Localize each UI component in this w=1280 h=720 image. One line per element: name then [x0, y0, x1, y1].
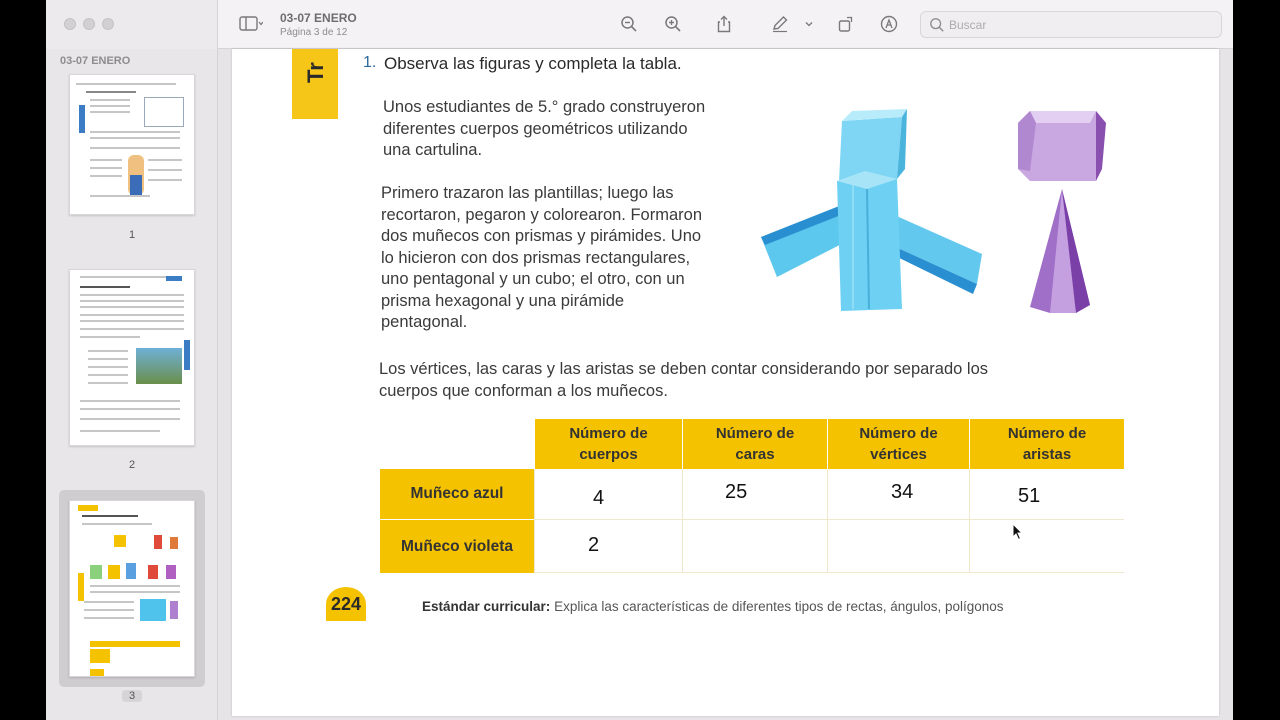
markup-menu-button[interactable] [802, 13, 816, 35]
header-edges [970, 419, 1124, 469]
footer-text: Explica las características de diferentes tipos de rectas, ángulos, polígonos [554, 599, 1004, 614]
paragraph-line: una cartulina. [383, 141, 483, 159]
header-line: Número de [569, 425, 648, 442]
header-line: Número de [859, 425, 938, 442]
paragraph-line: pentagonal. [381, 313, 468, 331]
rotate-button[interactable] [835, 13, 857, 35]
blue-doll-figure [757, 109, 987, 314]
page-thumbnail-label-1: 1 [128, 229, 136, 241]
row-label-violet-doll: Muñeco violeta [380, 520, 534, 573]
share-button[interactable] [713, 13, 735, 35]
mouse-cursor-icon [1012, 523, 1024, 541]
row-label-blue-doll: Muñeco azul [380, 469, 534, 519]
document-viewport[interactable] [218, 49, 1233, 720]
paragraph-line: dos muñecos con prismas y pirámides. Uno [381, 227, 702, 245]
document-page [232, 49, 1219, 716]
paragraph-line: uno pentagonal y un cubo; el otro, con un [381, 270, 685, 288]
paragraph-line: Los vértices, las caras y las aristas se deben contar considerando por separado los [379, 360, 988, 378]
table-cell[interactable] [534, 469, 682, 520]
paragraph-line: prisma hexagonal y una pirámide [381, 291, 625, 310]
zoom-out-button[interactable] [618, 13, 640, 35]
paragraph-line: lo hicieron con dos prismas rectangulares, [381, 248, 691, 267]
document-title: 03-07 ENERO [280, 11, 357, 25]
paragraph-line: diferentes cuerpos geométricos utilizando [383, 119, 688, 138]
cell-value-blue-edges: 51 [1018, 485, 1041, 507]
table-cell[interactable] [534, 520, 682, 573]
close-window-button[interactable] [64, 18, 76, 30]
search-icon [929, 17, 945, 33]
exercise-number: 1. [363, 54, 377, 71]
markup-circle-icon [880, 15, 898, 33]
violet-doll-figure [1010, 109, 1110, 314]
search-input[interactable] [949, 16, 1209, 34]
minimize-window-button[interactable] [83, 18, 95, 30]
table-cell[interactable] [969, 520, 1124, 573]
toolbar [46, 0, 1233, 49]
sidebar-title: 03-07 ENERO [60, 55, 131, 67]
table-cell[interactable] [682, 469, 827, 520]
curriculum-standard [422, 599, 1004, 614]
section-tab [292, 49, 338, 119]
table-cell[interactable] [827, 520, 969, 573]
page-thumbnail-label-3: 3 [122, 690, 142, 702]
share-icon [715, 15, 733, 33]
footer-label: Estándar curricular: [422, 599, 551, 614]
sidebar-icon [239, 15, 263, 33]
paragraph-counting-note [379, 359, 988, 402]
table-cell[interactable] [682, 520, 827, 573]
paragraph-line: Unos estudiantes de 5.° grado construyeron [383, 98, 706, 116]
page-thumbnail-3[interactable] [69, 500, 195, 677]
printed-page-number: 224 [326, 587, 366, 621]
paragraph-intro [383, 97, 705, 162]
document-page-indicator: Página 3 de 12 [280, 27, 348, 38]
cell-value-blue-bodies: 4 [593, 487, 605, 509]
page-thumbnail-2[interactable] [69, 269, 195, 446]
paragraph-line: cuerpos que conforman a los muñecos. [379, 381, 668, 400]
header-line: aristas [1022, 446, 1072, 463]
preview-window [46, 0, 1233, 720]
data-table [380, 419, 1124, 573]
header-line: caras [735, 446, 775, 463]
paragraph-line: Primero trazaron las plantillas; luego las [381, 184, 674, 202]
paragraph-construction [381, 183, 702, 334]
search-field[interactable] [920, 11, 1222, 38]
table-cell[interactable] [969, 469, 1124, 520]
annotate-button[interactable] [878, 13, 900, 35]
rotate-icon [837, 15, 855, 33]
cell-value-blue-faces: 25 [725, 481, 748, 503]
zoom-in-button[interactable] [662, 13, 684, 35]
page-thumbnail-label-2: 2 [128, 459, 136, 471]
header-vertices [828, 419, 969, 469]
header-line: vértices [870, 446, 927, 463]
paragraph-line: recortaron, pegaron y colorearon. Formaron [381, 205, 702, 224]
page-thumbnail-1[interactable] [69, 74, 195, 215]
pencil-icon [771, 15, 789, 33]
chevron-down-icon [804, 19, 814, 29]
cell-value-violet-bodies: 2 [588, 534, 600, 556]
sidebar-toggle-button[interactable] [234, 13, 268, 35]
header-line: Número de [715, 425, 795, 442]
header-line: Número de [1007, 425, 1087, 442]
cell-value-blue-vertices: 34 [891, 481, 914, 503]
exercise-instruction: Observa las figuras y completa la tabla. [384, 54, 682, 73]
zoom-window-button[interactable] [102, 18, 114, 30]
header-line: cuerpos [579, 446, 638, 463]
markup-button[interactable] [769, 13, 791, 35]
thumbnail-sidebar [46, 49, 218, 720]
section-tab-label: Tr [303, 62, 328, 83]
zoom-in-icon [664, 15, 682, 33]
header-faces [683, 419, 827, 469]
zoom-out-icon [620, 15, 638, 33]
header-bodies [535, 419, 682, 469]
